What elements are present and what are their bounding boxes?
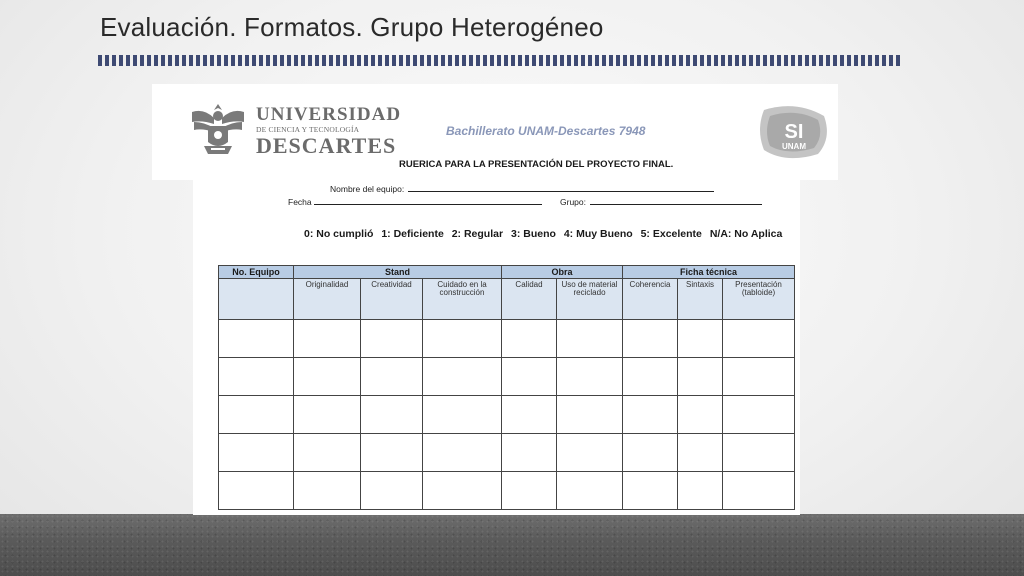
program-name: Bachillerato UNAM-Descartes 7948 <box>446 124 646 138</box>
criterion-construction: Cuidado en la construcción <box>423 279 502 320</box>
floor-background <box>0 514 1024 576</box>
table-row <box>219 472 795 510</box>
date-line <box>314 196 542 205</box>
university-name-line1: UNIVERSIDAD <box>256 104 402 125</box>
criterion-coherence: Coherencia <box>623 279 678 320</box>
scale-item: 4: Muy Bueno <box>563 228 633 240</box>
scale-item: 2: Regular <box>451 228 504 240</box>
university-crest-icon <box>188 98 248 158</box>
title-divider <box>98 55 902 66</box>
university-name-line3: DESCARTES <box>256 132 397 158</box>
header-obra: Obra <box>502 266 623 279</box>
scale-item: 3: Bueno <box>510 228 556 240</box>
group-field <box>560 196 762 207</box>
group-label: Grupo: <box>560 197 586 207</box>
criterion-creativity: Creatividad <box>361 279 423 320</box>
university-name <box>256 104 402 158</box>
date-field <box>288 196 542 207</box>
team-name-field <box>330 183 714 194</box>
criterion-recycled-material: Uso de material reciclado <box>557 279 623 320</box>
document-heading: RUERICA PARA LA PRESENTACIÓN DEL PROYECTO FINAL. <box>399 159 674 170</box>
table-row <box>219 320 795 358</box>
team-name-label: Nombre del equipo: <box>330 184 405 194</box>
group-line <box>590 196 762 205</box>
rating-scale <box>304 228 787 240</box>
scale-item: 1: Deficiente <box>381 228 444 240</box>
criterion-quality: Calidad <box>502 279 557 320</box>
rubric-table <box>218 265 795 510</box>
table-row <box>219 396 795 434</box>
si-unam-badge <box>756 104 830 160</box>
university-name-line2: DE CIENCIA Y TECNOLOGÍA <box>256 125 360 134</box>
header-ficha-tecnica: Ficha técnica <box>623 266 795 279</box>
scale-item: N/A: No Aplica <box>709 228 783 240</box>
table-row <box>219 358 795 396</box>
table-row <box>219 434 795 472</box>
criterion-presentation: Presentación (tabloide) <box>723 279 795 320</box>
badge-text-unam: UNAM <box>782 142 806 151</box>
criterion-originality: Originalidad <box>294 279 361 320</box>
team-name-line <box>408 183 714 192</box>
date-label: Fecha <box>288 197 312 207</box>
subheader-blank <box>219 279 294 320</box>
scale-item: 5: Excelente <box>640 228 702 240</box>
slide-title: Evaluación. Formatos. Grupo Heterogéneo <box>100 12 604 42</box>
criterion-syntax: Sintaxis <box>678 279 723 320</box>
badge-text-si: SI <box>784 121 804 143</box>
header-team-number: No. Equipo <box>219 266 294 279</box>
scale-item: 0: No cumplió <box>304 228 374 240</box>
header-stand: Stand <box>294 266 502 279</box>
